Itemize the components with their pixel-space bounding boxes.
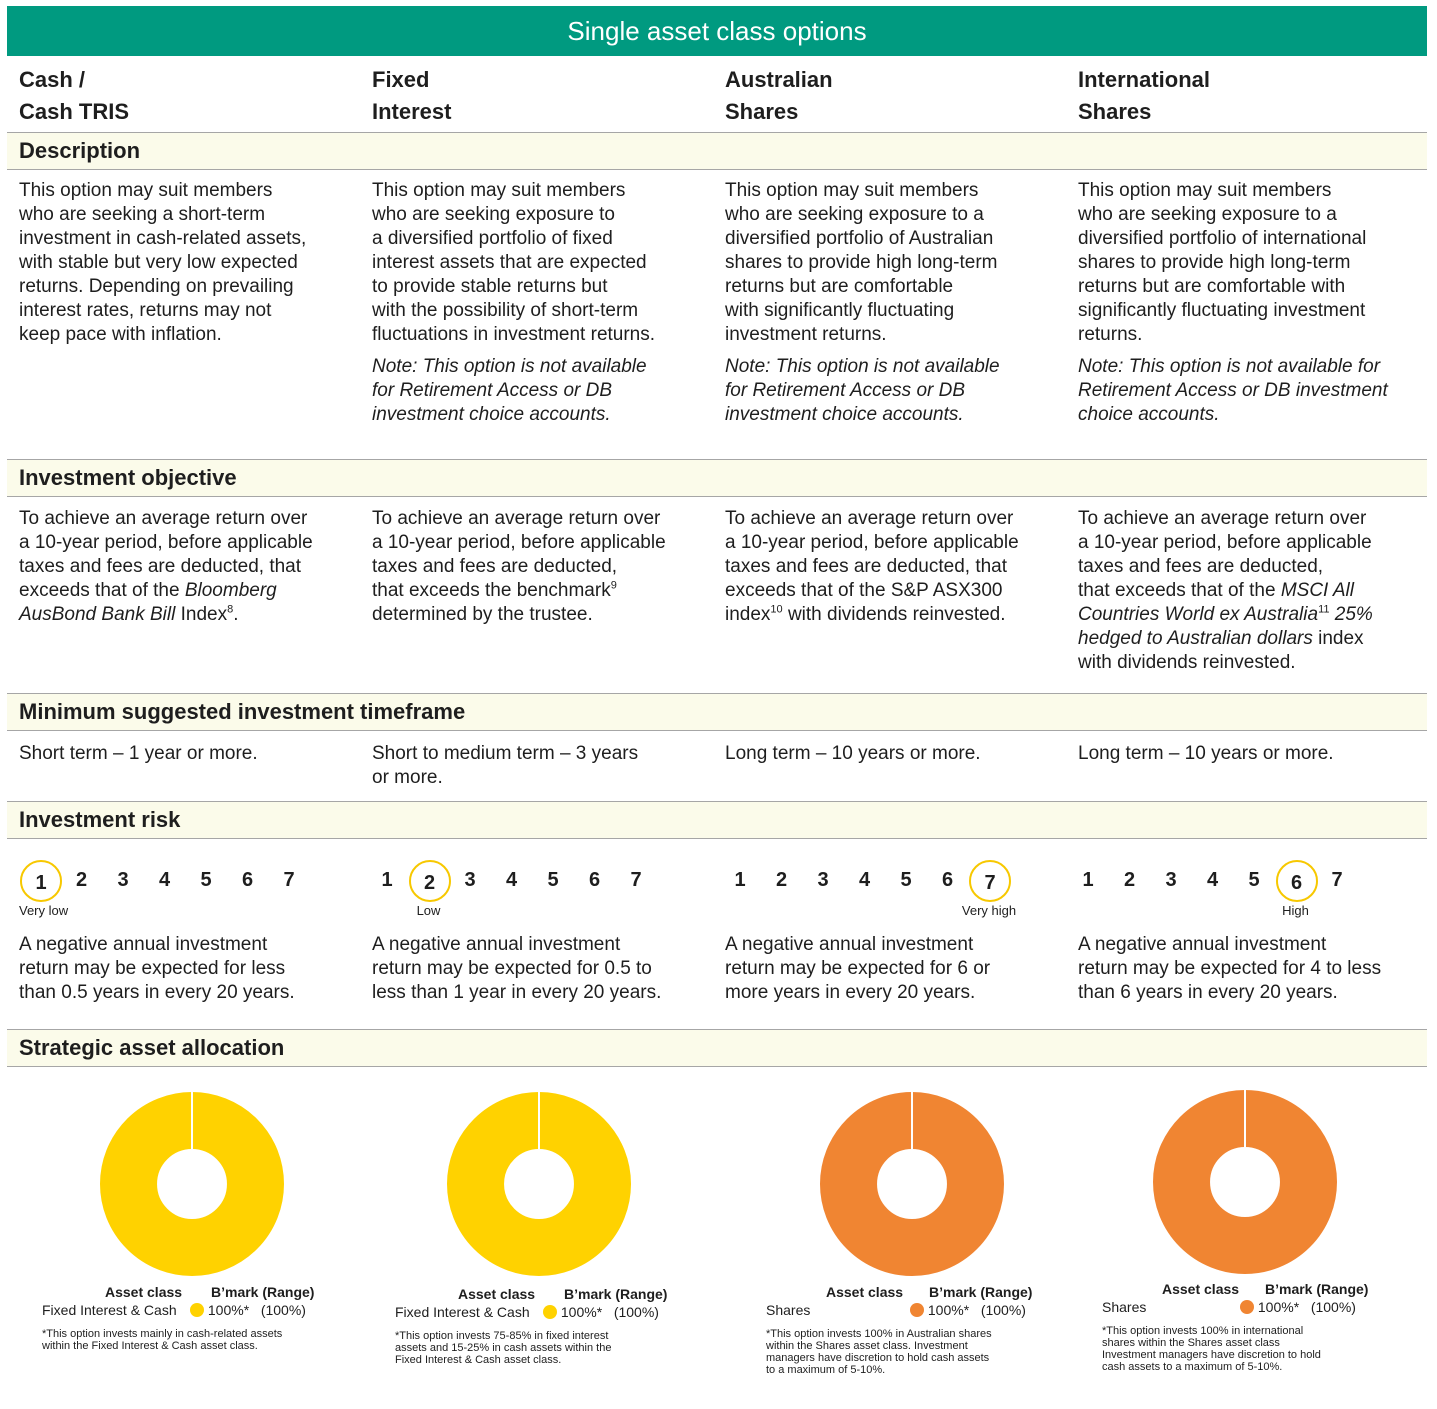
risk-level-label: Very high bbox=[961, 903, 1017, 918]
text-line: interest assets that are expected bbox=[372, 252, 647, 273]
footnote-ref: 9 bbox=[610, 579, 617, 592]
timeframe-cash bbox=[19, 742, 349, 766]
text-line: returns but are comfortable with bbox=[1078, 276, 1346, 297]
text-line: for Retirement Access or DB bbox=[725, 380, 966, 401]
text-line: to provide stable returns but bbox=[372, 276, 608, 297]
column-header-line1: International bbox=[1078, 67, 1211, 92]
text-line: This option may suit members bbox=[725, 180, 979, 201]
text-line: A negative annual investment bbox=[725, 934, 974, 955]
timeframe-international-shares bbox=[1078, 742, 1408, 766]
risk-level-3: 3 bbox=[1165, 869, 1177, 891]
text-line: a diversified portfolio of fixed bbox=[372, 228, 613, 249]
risk-level-label: Very low bbox=[19, 903, 69, 918]
legend-benchmark-value: 100%* bbox=[1254, 1299, 1307, 1315]
risk-text-cash bbox=[19, 933, 349, 1005]
text-line: shares to provide high long-term bbox=[725, 252, 998, 273]
risk-level-1-selected: 1 bbox=[20, 860, 62, 902]
risk-level-2-selected: 2 bbox=[409, 860, 451, 902]
legend-asset-name: Shares bbox=[766, 1302, 811, 1318]
text-line: Investment managers have discretion to hold bbox=[1102, 1349, 1321, 1361]
text-line: within the Shares asset class. Investment bbox=[766, 1340, 968, 1352]
section-allocation-header: Strategic asset allocation bbox=[7, 1029, 1427, 1067]
text-line: taxes and fees are deducted, bbox=[1078, 556, 1324, 577]
text-line: fluctuations in investment returns. bbox=[372, 324, 656, 345]
risk-level-4: 4 bbox=[1206, 869, 1219, 891]
text-line: choice accounts. bbox=[1078, 404, 1220, 425]
description-cash bbox=[19, 179, 349, 347]
column-header-line1: Fixed bbox=[372, 67, 430, 92]
text-line: who are seeking exposure to bbox=[372, 204, 615, 225]
text-line: a 10-year period, before applicable bbox=[19, 532, 313, 553]
text-span: index bbox=[725, 604, 771, 625]
legend-asset-name: Fixed Interest & Cash bbox=[42, 1302, 177, 1318]
text-line: or more. bbox=[372, 767, 443, 788]
risk-text-international-shares bbox=[1078, 933, 1423, 1005]
text-line: taxes and fees are deducted, bbox=[372, 556, 618, 577]
risk-text-fixed-interest bbox=[372, 933, 702, 1005]
text-line: return may be expected for 0.5 to bbox=[372, 958, 652, 979]
legend-color-swatch bbox=[190, 1303, 204, 1317]
text-line: a 10-year period, before applicable bbox=[725, 532, 1019, 553]
risk-level-2: 2 bbox=[775, 869, 788, 891]
text-line bbox=[372, 579, 702, 603]
description-international-shares bbox=[1078, 179, 1408, 347]
text-line: keep pace with inflation. bbox=[19, 324, 222, 345]
text-line: return may be expected for 6 or bbox=[725, 958, 991, 979]
footnote-ref: 8 bbox=[227, 603, 234, 616]
text-line: investment in cash-related assets, bbox=[19, 228, 307, 249]
risk-level-7: 7 bbox=[630, 869, 642, 891]
footnote-ref: 11 bbox=[1318, 603, 1330, 616]
text-line: a 10-year period, before applicable bbox=[372, 532, 666, 553]
legend-benchmark-header: B’mark (Range) bbox=[1265, 1281, 1369, 1297]
column-header-line1: Australian bbox=[725, 67, 833, 92]
legend-asset-name: Shares bbox=[1102, 1299, 1147, 1315]
legend-row bbox=[395, 1304, 695, 1320]
text-line bbox=[19, 603, 349, 627]
text-line: Note: This option is not available bbox=[725, 356, 1000, 377]
legend-range-value: (100%) bbox=[609, 1304, 659, 1320]
text-line: with the possibility of short-term bbox=[372, 300, 639, 321]
legend-asset-class-header: Asset class bbox=[826, 1284, 904, 1300]
text-line: This option may suit members bbox=[372, 180, 626, 201]
text-line: This option may suit members bbox=[1078, 180, 1332, 201]
text-line: who are seeking exposure to a bbox=[725, 204, 984, 225]
allocation-donut-chart bbox=[818, 1090, 1006, 1278]
text-line: A negative annual investment bbox=[372, 934, 621, 955]
legend-range-value: (100%) bbox=[1306, 1299, 1356, 1315]
risk-level-6: 6 bbox=[241, 869, 254, 891]
legend-row bbox=[766, 1302, 1066, 1318]
text-line: returns but are comfortable bbox=[725, 276, 954, 297]
text-line: Note: This option is not available bbox=[372, 356, 647, 377]
text-line: investment choice accounts. bbox=[372, 404, 611, 425]
legend-color-swatch bbox=[543, 1305, 557, 1319]
column-header-australian-shares bbox=[725, 64, 833, 128]
text-line: To achieve an average return over bbox=[19, 508, 308, 529]
text-line: *This option invests 75-85% in fixed interest bbox=[395, 1330, 609, 1342]
text-line: *This option invests mainly in cash-related assets bbox=[42, 1328, 283, 1340]
timeframe-fixed-interest bbox=[372, 742, 702, 790]
legend-benchmark-value: 100%* bbox=[557, 1304, 610, 1320]
risk-level-5: 5 bbox=[547, 869, 559, 891]
text-line bbox=[19, 579, 349, 603]
text-line: Fixed Interest & Cash asset class. bbox=[395, 1354, 562, 1366]
text-line: To achieve an average return over bbox=[372, 508, 661, 529]
risk-level-5: 5 bbox=[200, 869, 212, 891]
legend-benchmark-header: B’mark (Range) bbox=[929, 1284, 1033, 1300]
text-span: exceeds that of the bbox=[19, 580, 185, 601]
text-line: To achieve an average return over bbox=[725, 508, 1014, 529]
text-line: *This option invests 100% in international bbox=[1102, 1325, 1304, 1337]
index-name: Bloomberg bbox=[184, 580, 277, 601]
text-span: that exceeds that of the bbox=[1078, 580, 1281, 601]
text-line bbox=[1078, 603, 1423, 627]
legend-color-swatch bbox=[1240, 1300, 1254, 1314]
risk-level-7: 7 bbox=[1331, 869, 1343, 891]
text-line: significantly fluctuating investment bbox=[1078, 300, 1366, 321]
text-line: diversified portfolio of Australian bbox=[725, 228, 994, 249]
index-name: MSCI All bbox=[1280, 580, 1355, 601]
risk-text-australian-shares bbox=[725, 933, 1055, 1005]
allocation-footnote bbox=[766, 1328, 1056, 1376]
risk-level-7-selected: 7 bbox=[969, 860, 1011, 902]
column-header-line2: Shares bbox=[725, 99, 799, 124]
text-line: return may be expected for 4 to less bbox=[1078, 958, 1382, 979]
description-australian-shares bbox=[725, 179, 1055, 347]
note-fixed-interest bbox=[372, 355, 717, 427]
risk-level-5: 5 bbox=[1248, 869, 1260, 891]
text-line: investment choice accounts. bbox=[725, 404, 964, 425]
text-span: that exceeds the benchmark bbox=[372, 580, 611, 601]
text-line: taxes and fees are deducted, that bbox=[725, 556, 1008, 577]
column-header-line2: Cash TRIS bbox=[19, 99, 130, 124]
risk-level-1: 1 bbox=[381, 869, 393, 891]
section-timeframe-header: Minimum suggested investment timeframe bbox=[7, 693, 1427, 731]
legend-asset-class-header: Asset class bbox=[1162, 1281, 1240, 1297]
allocation-donut-chart bbox=[98, 1090, 286, 1278]
risk-level-3: 3 bbox=[817, 869, 829, 891]
legend-asset-class-header: Asset class bbox=[458, 1286, 536, 1302]
risk-level-label: High bbox=[1282, 903, 1309, 918]
text-line: diversified portfolio of international bbox=[1078, 228, 1367, 249]
text-line: returns. Depending on prevailing bbox=[19, 276, 294, 297]
section-objective-header: Investment objective bbox=[7, 459, 1427, 497]
text-line: to a maximum of 5-10%. bbox=[766, 1364, 886, 1376]
column-header-cash bbox=[19, 64, 129, 128]
text-line: Note: This option is not available for bbox=[1078, 356, 1381, 377]
text-line: less than 1 year in every 20 years. bbox=[372, 982, 662, 1003]
note-australian-shares bbox=[725, 355, 1070, 427]
text-line: cash assets to a maximum of 5-10%. bbox=[1102, 1361, 1283, 1373]
column-header-line2: Interest bbox=[372, 99, 452, 124]
text-line: Retirement Access or DB investment bbox=[1078, 380, 1388, 401]
timeframe-australian-shares bbox=[725, 742, 1055, 766]
legend-row bbox=[42, 1302, 342, 1318]
section-risk-header: Investment risk bbox=[7, 801, 1427, 839]
text-line: Short to medium term – 3 years bbox=[372, 743, 639, 764]
text-line bbox=[1078, 579, 1423, 603]
index-name: Countries World ex Australia bbox=[1078, 604, 1319, 625]
legend-asset-class-header: Asset class bbox=[105, 1284, 183, 1300]
legend-benchmark-header: B’mark (Range) bbox=[211, 1284, 315, 1300]
text-line: who are seeking exposure to a bbox=[1078, 204, 1337, 225]
text-line: determined by the trustee. bbox=[372, 604, 593, 625]
objective-fixed-interest bbox=[372, 507, 702, 627]
note-international-shares bbox=[1078, 355, 1428, 427]
text-line: A negative annual investment bbox=[19, 934, 268, 955]
risk-level-3: 3 bbox=[117, 869, 129, 891]
objective-international-shares bbox=[1078, 507, 1423, 675]
index-name: AusBond Bank Bill bbox=[19, 604, 176, 625]
text-line: with stable but very low expected bbox=[19, 252, 298, 273]
allocation-footnote bbox=[1102, 1325, 1392, 1373]
text-line bbox=[725, 603, 1055, 627]
legend-range-value: (100%) bbox=[256, 1302, 306, 1318]
legend-benchmark-header: B’mark (Range) bbox=[564, 1286, 668, 1302]
text-line: Short term – 1 year or more. bbox=[19, 743, 258, 764]
text-span: Index bbox=[175, 604, 228, 625]
text-line: investment returns. bbox=[725, 324, 887, 345]
allocation-footnote bbox=[42, 1328, 332, 1352]
text-line: This option may suit members bbox=[19, 180, 273, 201]
text-line: who are seeking a short-term bbox=[19, 204, 266, 225]
text-line: a 10-year period, before applicable bbox=[1078, 532, 1372, 553]
description-fixed-interest bbox=[372, 179, 702, 347]
legend-benchmark-value: 100%* bbox=[924, 1302, 977, 1318]
risk-level-4: 4 bbox=[158, 869, 171, 891]
text-line: managers have discretion to hold cash assets bbox=[766, 1352, 990, 1364]
text-line: taxes and fees are deducted, that bbox=[19, 556, 302, 577]
index-name: 25% bbox=[1329, 604, 1373, 625]
risk-level-label: Low bbox=[416, 903, 441, 918]
text-line: within the Fixed Interest & Cash asset class. bbox=[42, 1340, 258, 1352]
column-header-line1: Cash / bbox=[19, 67, 86, 92]
index-name: hedged to Australian dollars bbox=[1078, 628, 1313, 649]
text-line bbox=[1078, 627, 1423, 651]
allocation-donut-chart bbox=[1151, 1088, 1339, 1276]
page-banner-title: Single asset class options bbox=[7, 6, 1427, 56]
column-header-fixed-interest bbox=[372, 64, 451, 128]
text-line: return may be expected for less bbox=[19, 958, 286, 979]
text-span: with dividends reinvested. bbox=[782, 604, 1006, 625]
risk-level-7: 7 bbox=[283, 869, 295, 891]
legend-asset-name: Fixed Interest & Cash bbox=[395, 1304, 530, 1320]
legend-range-value: (100%) bbox=[976, 1302, 1026, 1318]
section-description-header: Description bbox=[7, 132, 1427, 170]
risk-level-2: 2 bbox=[1123, 869, 1136, 891]
text-line: for Retirement Access or DB bbox=[372, 380, 613, 401]
text-span: index bbox=[1312, 628, 1364, 649]
risk-level-2: 2 bbox=[75, 869, 88, 891]
text-line: more years in every 20 years. bbox=[725, 982, 976, 1003]
text-line: with dividends reinvested. bbox=[1078, 652, 1296, 673]
legend-row bbox=[1102, 1299, 1402, 1315]
risk-level-6: 6 bbox=[941, 869, 954, 891]
text-line: interest rates, returns may not bbox=[19, 300, 272, 321]
text-line: shares to provide high long-term bbox=[1078, 252, 1351, 273]
text-line: To achieve an average return over bbox=[1078, 508, 1367, 529]
text-line: than 6 years in every 20 years. bbox=[1078, 982, 1338, 1003]
risk-level-1: 1 bbox=[1082, 869, 1094, 891]
text-line: than 0.5 years in every 20 years. bbox=[19, 982, 295, 1003]
risk-level-4: 4 bbox=[505, 869, 518, 891]
risk-level-3: 3 bbox=[464, 869, 476, 891]
risk-level-6: 6 bbox=[588, 869, 601, 891]
objective-australian-shares bbox=[725, 507, 1055, 627]
objective-cash bbox=[19, 507, 349, 627]
risk-level-5: 5 bbox=[900, 869, 912, 891]
column-header-line2: Shares bbox=[1078, 99, 1152, 124]
footnote-ref: 10 bbox=[770, 603, 783, 616]
text-line: A negative annual investment bbox=[1078, 934, 1327, 955]
risk-level-4: 4 bbox=[858, 869, 871, 891]
text-line: with significantly fluctuating bbox=[725, 300, 955, 321]
allocation-footnote bbox=[395, 1330, 685, 1366]
text-line: assets and 15-25% in cash assets within the bbox=[395, 1342, 612, 1354]
text-line: *This option invests 100% in Australian shares bbox=[766, 1328, 992, 1340]
legend-color-swatch bbox=[910, 1303, 924, 1317]
risk-level-1: 1 bbox=[734, 869, 746, 891]
text-line: Long term – 10 years or more. bbox=[1078, 743, 1334, 764]
column-header-international-shares bbox=[1078, 64, 1210, 128]
text-line: Long term – 10 years or more. bbox=[725, 743, 981, 764]
allocation-donut-chart bbox=[445, 1090, 633, 1278]
risk-level-6-selected: 6 bbox=[1276, 860, 1318, 902]
text-line: returns. bbox=[1078, 324, 1143, 345]
text-line: shares within the Shares asset class bbox=[1102, 1337, 1280, 1349]
text-span: . bbox=[233, 604, 239, 625]
text-line: exceeds that of the S&P ASX300 bbox=[725, 580, 1003, 601]
legend-benchmark-value: 100%* bbox=[204, 1302, 257, 1318]
